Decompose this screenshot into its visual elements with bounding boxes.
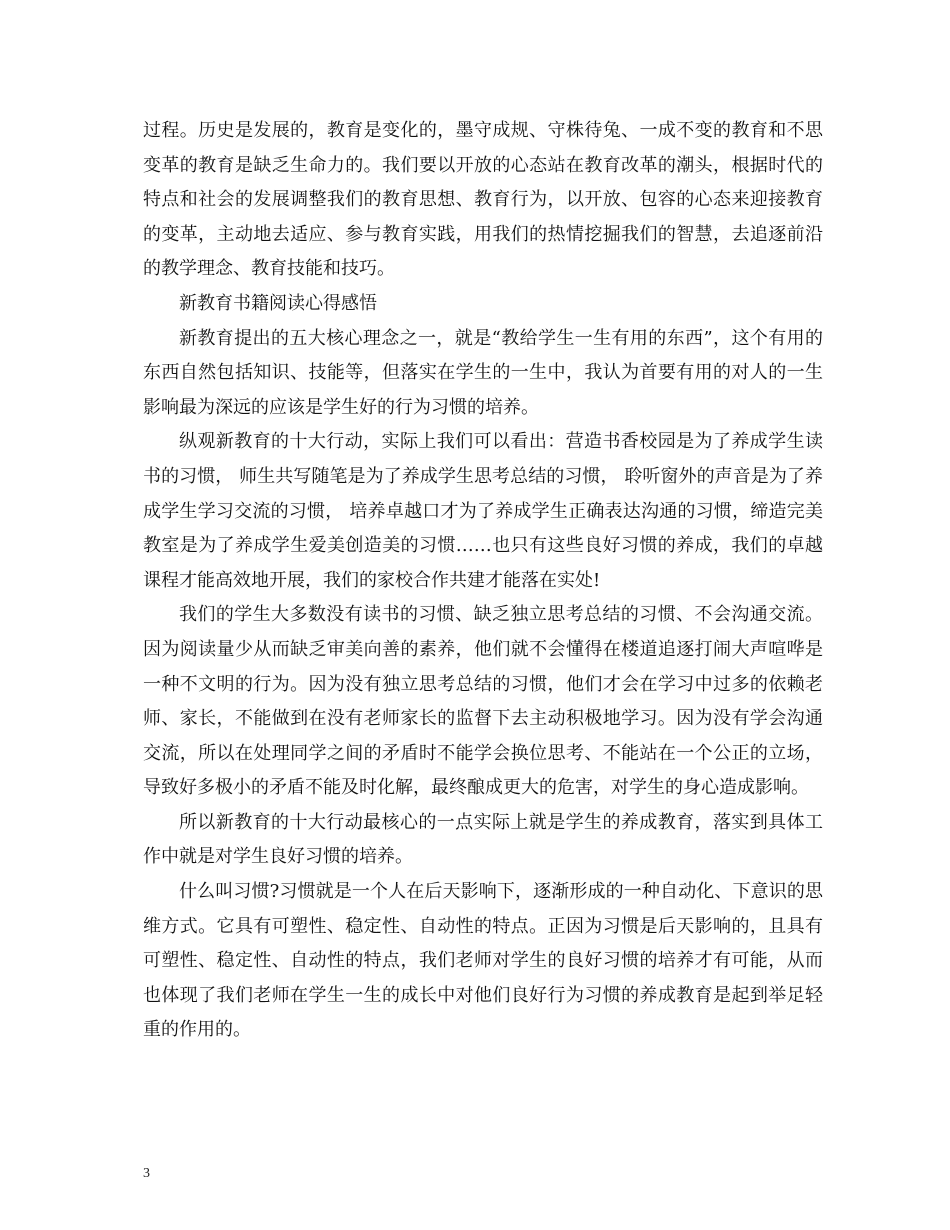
document-body [143, 114, 823, 1048]
paragraph: 我们的学生大多数没有读书的习惯、缺乏独立思考总结的习惯、不会沟通交流。因为阅读量少从而缺乏审美向善的素养，他们就不会懂得在楼道追逐打闹大声喧哗是一种不文明的行为。因为没有独立思考总结的习惯，他们才会在学习中过多的依赖老师、家长，不能做到在没有老师家长的监督下去主动积极地学习。因为没有学会沟通交流，所以在处理同学之间的矛盾时不能学会换位思考、不能站在一个公正的立场，导致好多极小的矛盾不能及时化解，最终酿成更大的危害，对学生的身心造成影响。 [143, 604, 823, 799]
paragraph-continuation: 过程。历史是发展的，教育是变化的，墨守成规、守株待兔、一成不变的教育和不思变革的教育是缺乏生命力的。我们要以开放的心态站在教育改革的潮头，根据时代的特点和社会的发展调整我们的教育思想、教育行为，以开放、包容的心态来迎接教育的变革，主动地去适应、参与教育实践，用我们的热情挖掘我们的智慧，去追逐前沿的教学理念、教育技能和技巧。 [143, 120, 823, 280]
paragraph: 纵观新教育的十大行动，实际上我们可以看出：营造书香校园是为了养成学生读书的习惯， 师生共写随笔是为了养成学生思考总结的习惯， 聆听窗外的声音是为了养成学生学习交流的习惯， 培养卓越口才为了养成学生正确表达沟通的习惯，缔造完美教室是为了养成学生爱美创造美的习惯……也只有这些良好习惯的养成，我们的卓越课程才能高效地开展，我们的家校合作共建才能落在实处! [143, 431, 823, 591]
section-heading: 新教育书籍阅读心得感悟 [179, 292, 377, 314]
paragraph: 所以新教育的十大行动最核心的一点实际上就是学生的养成教育，落实到具体工作中就是对学生良好习惯的培养。 [143, 811, 823, 868]
page-number: 3 [143, 1166, 150, 1181]
paragraph: 新教育提出的五大核心理念之一，就是“教给学生一生有用的东西”，这个有用的东西自然包括知识、技能等，但落实在学生的一生中，我认为首要有用的对人的一生影响最为深远的应该是学生好的行为习惯的培养。 [143, 327, 823, 418]
paragraph: 什么叫习惯?习惯就是一个人在后天影响下，逐渐形成的一种自动化、下意识的思维方式。它具有可塑性、稳定性、自动性的特点。正因为习惯是后天影响的，且具有可塑性、稳定性、自动性的特点，我们老师对学生的良好习惯的培养才有可能，从而也体现了我们老师在学生一生的成长中对他们良好行为习惯的养成教育是起到举足轻重的作用的。 [143, 881, 823, 1041]
